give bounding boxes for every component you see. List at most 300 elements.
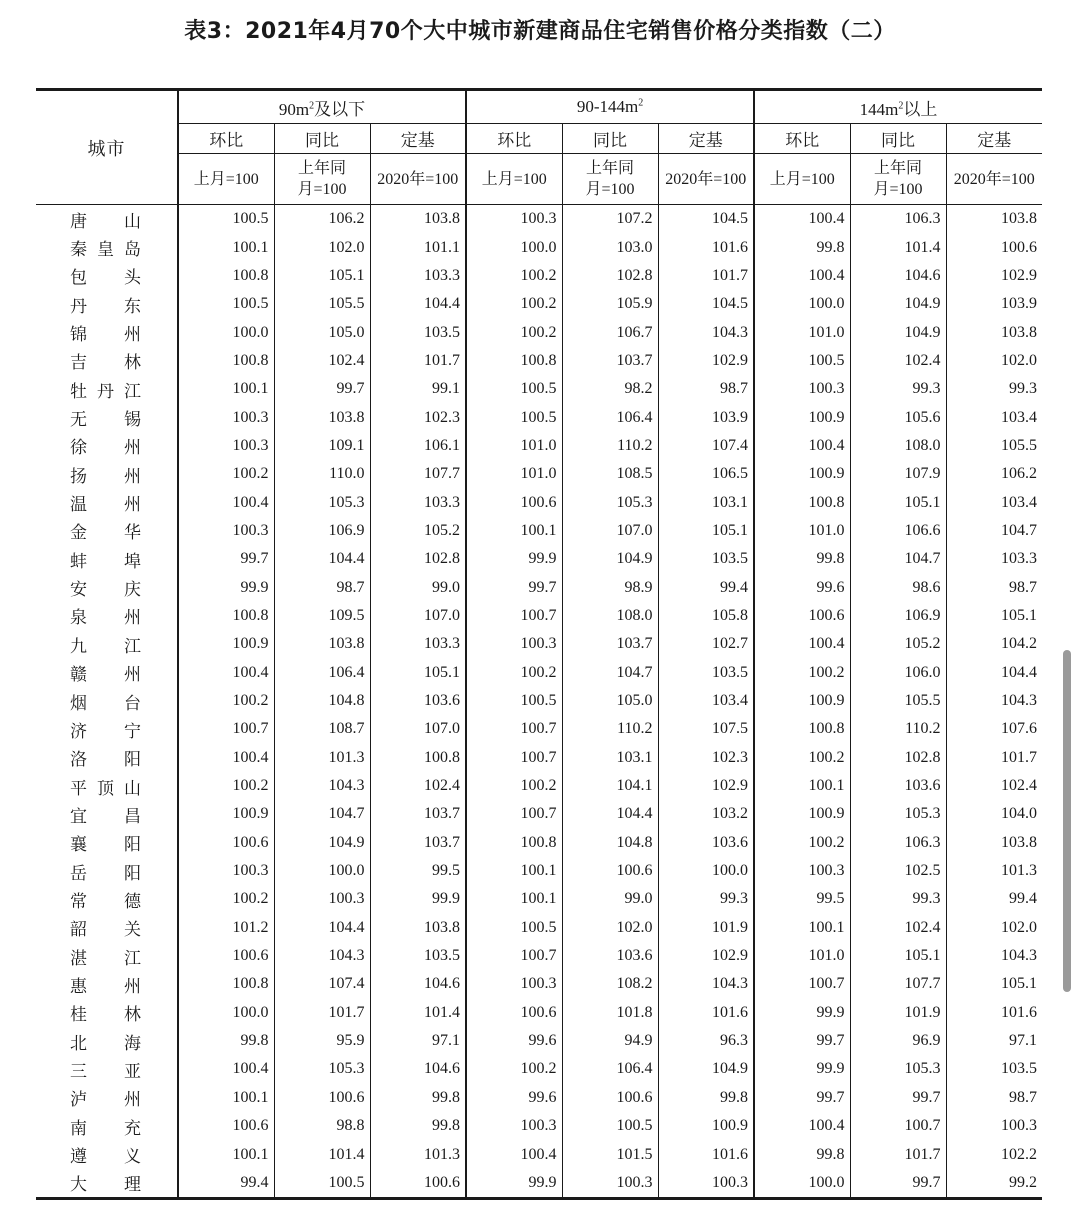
index-value: 100.8 (178, 262, 274, 290)
index-value: 100.2 (754, 659, 850, 687)
index-value: 103.9 (946, 290, 1042, 318)
index-value: 109.5 (274, 602, 370, 630)
index-value: 101.7 (946, 744, 1042, 772)
index-value: 101.9 (658, 914, 754, 942)
index-value: 101.0 (754, 318, 850, 346)
index-value: 100.7 (466, 942, 562, 970)
group-header-over-144: $144m^2$以上 (754, 90, 1042, 124)
index-value: 106.5 (658, 460, 754, 488)
index-value: 103.5 (946, 1055, 1042, 1083)
index-value: 103.8 (274, 403, 370, 431)
index-value: 100.0 (274, 857, 370, 885)
index-value: 99.9 (466, 545, 562, 573)
index-value: 101.0 (754, 517, 850, 545)
index-value: 100.3 (754, 857, 850, 885)
index-value: 101.5 (562, 1140, 658, 1168)
table-row (36, 1055, 1042, 1083)
index-value: 100.6 (562, 1084, 658, 1112)
index-value: 100.4 (754, 432, 850, 460)
index-value: 100.6 (466, 488, 562, 516)
index-value: 99.4 (658, 573, 754, 601)
index-value: 104.4 (370, 290, 466, 318)
index-value: 108.5 (562, 460, 658, 488)
index-value: 100.5 (466, 687, 562, 715)
index-value: 102.4 (370, 772, 466, 800)
index-value: 99.7 (850, 1169, 946, 1199)
index-value: 97.1 (370, 1027, 466, 1055)
index-value: 96.9 (850, 1027, 946, 1055)
index-value: 105.0 (274, 318, 370, 346)
index-value: 100.6 (946, 233, 1042, 261)
index-value: 99.6 (466, 1027, 562, 1055)
index-value: 99.9 (370, 885, 466, 913)
index-value: 104.4 (562, 800, 658, 828)
index-value: 101.6 (658, 233, 754, 261)
index-value: 106.3 (850, 205, 946, 234)
table-row (36, 460, 1042, 488)
index-value: 100.0 (466, 233, 562, 261)
index-value: 100.7 (466, 602, 562, 630)
index-value: 104.3 (658, 970, 754, 998)
index-value: 102.4 (850, 347, 946, 375)
metric-header: 环比 (178, 124, 274, 154)
index-value: 104.6 (370, 970, 466, 998)
index-value: 104.9 (850, 318, 946, 346)
index-value: 102.7 (658, 630, 754, 658)
index-value: 101.3 (946, 857, 1042, 885)
index-value: 99.3 (850, 885, 946, 913)
index-value: 105.6 (850, 403, 946, 431)
index-value: 99.5 (754, 885, 850, 913)
index-value: 100.8 (466, 347, 562, 375)
base-header: 上月=100 (754, 154, 850, 205)
index-value: 98.6 (850, 573, 946, 601)
index-value: 105.1 (850, 942, 946, 970)
index-value: 100.2 (466, 659, 562, 687)
city-column-header: 城市 (36, 90, 178, 205)
table-row (36, 942, 1042, 970)
index-value: 99.0 (370, 573, 466, 601)
index-value: 98.2 (562, 375, 658, 403)
index-value: 104.3 (274, 772, 370, 800)
index-value: 103.3 (370, 488, 466, 516)
table-row (36, 970, 1042, 998)
index-value: 104.7 (562, 659, 658, 687)
index-value: 102.0 (274, 233, 370, 261)
index-value: 100.3 (178, 857, 274, 885)
index-value: 99.9 (178, 573, 274, 601)
index-value: 100.7 (754, 970, 850, 998)
metric-header: 同比 (562, 124, 658, 154)
table-row (36, 687, 1042, 715)
index-value: 107.5 (658, 715, 754, 743)
index-value: 99.8 (754, 545, 850, 573)
index-value: 103.3 (370, 630, 466, 658)
index-value: 103.5 (370, 942, 466, 970)
index-value: 101.9 (850, 999, 946, 1027)
table-row (36, 432, 1042, 460)
index-value: 100.6 (370, 1169, 466, 1199)
index-value: 108.0 (562, 602, 658, 630)
city-name: 安庆 (70, 580, 141, 601)
index-value: 100.9 (754, 403, 850, 431)
index-value: 106.3 (850, 829, 946, 857)
index-value: 100.3 (178, 432, 274, 460)
index-value: 100.3 (754, 375, 850, 403)
index-value: 99.9 (754, 999, 850, 1027)
table-row (36, 1112, 1042, 1140)
index-value: 100.5 (178, 205, 274, 234)
index-value: 100.3 (466, 970, 562, 998)
index-value: 100.6 (754, 602, 850, 630)
index-value: 107.7 (850, 970, 946, 998)
base-header: 2020年=100 (658, 154, 754, 205)
table-row (36, 488, 1042, 516)
index-value: 106.2 (946, 460, 1042, 488)
index-value: 99.0 (562, 885, 658, 913)
table-row (36, 744, 1042, 772)
index-value: 104.3 (274, 942, 370, 970)
index-value: 101.0 (466, 460, 562, 488)
index-value: 100.5 (178, 290, 274, 318)
table-row (36, 999, 1042, 1027)
index-value: 104.6 (370, 1055, 466, 1083)
table-row (36, 318, 1042, 346)
city-name: 吉林 (70, 353, 141, 374)
index-value: 100.4 (754, 1112, 850, 1140)
index-value: 100.6 (178, 829, 274, 857)
index-value: 96.3 (658, 1027, 754, 1055)
base-header: 上年同 月=100 (274, 154, 370, 205)
index-value: 100.7 (466, 744, 562, 772)
index-value: 100.1 (178, 1084, 274, 1112)
index-value: 105.0 (562, 687, 658, 715)
city-name: 韶关 (70, 920, 141, 941)
index-value: 100.3 (466, 205, 562, 234)
index-value: 100.5 (562, 1112, 658, 1140)
city-name: 平顶山 (70, 778, 141, 799)
index-value: 100.2 (466, 772, 562, 800)
table-row (36, 857, 1042, 885)
index-value: 100.2 (466, 262, 562, 290)
index-value: 102.4 (274, 347, 370, 375)
index-value: 101.0 (466, 432, 562, 460)
index-value: 103.3 (946, 545, 1042, 573)
index-value: 103.8 (274, 630, 370, 658)
index-value: 99.9 (754, 1055, 850, 1083)
city-name: 包头 (70, 268, 141, 289)
index-value: 103.0 (562, 233, 658, 261)
index-value: 104.9 (274, 829, 370, 857)
index-value: 100.2 (754, 744, 850, 772)
index-value: 100.4 (466, 1140, 562, 1168)
index-value: 100.9 (178, 630, 274, 658)
index-value: 102.8 (370, 545, 466, 573)
index-value: 107.0 (562, 517, 658, 545)
index-value: 100.0 (754, 1169, 850, 1199)
index-value: 101.3 (370, 1140, 466, 1168)
index-value: 109.1 (274, 432, 370, 460)
index-value: 105.3 (562, 488, 658, 516)
index-value: 105.5 (946, 432, 1042, 460)
index-value: 100.1 (754, 772, 850, 800)
index-value: 100.0 (178, 318, 274, 346)
city-name: 金华 (70, 523, 141, 544)
index-value: 99.1 (370, 375, 466, 403)
table-row (36, 290, 1042, 318)
index-value: 100.3 (178, 403, 274, 431)
index-value: 104.7 (850, 545, 946, 573)
table-row (36, 517, 1042, 545)
index-value: 108.7 (274, 715, 370, 743)
index-value: 99.7 (178, 545, 274, 573)
index-value: 105.3 (274, 488, 370, 516)
index-value: 106.9 (274, 517, 370, 545)
index-value: 105.3 (274, 1055, 370, 1083)
city-name: 济宁 (70, 721, 141, 742)
index-value: 105.2 (850, 630, 946, 658)
index-value: 100.3 (946, 1112, 1042, 1140)
index-value: 104.3 (946, 942, 1042, 970)
index-value: 100.4 (178, 1055, 274, 1083)
index-value: 102.4 (850, 914, 946, 942)
index-value: 106.1 (370, 432, 466, 460)
index-value: 100.9 (658, 1112, 754, 1140)
index-value: 100.2 (178, 885, 274, 913)
index-value: 101.6 (658, 1140, 754, 1168)
index-value: 105.1 (370, 659, 466, 687)
city-name: 桂林 (70, 1005, 141, 1026)
index-value: 100.9 (754, 460, 850, 488)
table-row (36, 602, 1042, 630)
index-value: 99.5 (370, 857, 466, 885)
table-row (36, 375, 1042, 403)
index-value: 102.8 (850, 744, 946, 772)
table-row (36, 800, 1042, 828)
city-name: 宜昌 (70, 806, 141, 827)
index-value: 100.8 (178, 602, 274, 630)
table-row (36, 1027, 1042, 1055)
index-value: 100.8 (754, 488, 850, 516)
index-value: 99.7 (850, 1084, 946, 1112)
metric-header: 同比 (274, 124, 370, 154)
index-value: 103.4 (946, 403, 1042, 431)
index-value: 104.2 (946, 630, 1042, 658)
table-row (36, 829, 1042, 857)
index-value: 100.6 (274, 1084, 370, 1112)
index-value: 99.4 (178, 1169, 274, 1199)
index-value: 100.4 (754, 205, 850, 234)
city-name: 徐州 (70, 438, 141, 459)
city-name: 秦皇岛 (70, 240, 141, 261)
index-value: 103.7 (370, 829, 466, 857)
table-row (36, 659, 1042, 687)
index-value: 100.4 (178, 744, 274, 772)
index-value: 99.6 (754, 573, 850, 601)
index-value: 104.9 (658, 1055, 754, 1083)
table-row (36, 1084, 1042, 1112)
index-value: 108.2 (562, 970, 658, 998)
table-row (36, 772, 1042, 800)
index-value: 100.4 (754, 262, 850, 290)
index-value: 100.2 (754, 829, 850, 857)
index-value: 104.9 (850, 290, 946, 318)
table-row (36, 630, 1042, 658)
index-value: 99.6 (466, 1084, 562, 1112)
table-row (36, 205, 1042, 234)
index-value: 105.1 (946, 970, 1042, 998)
index-value: 103.7 (370, 800, 466, 828)
index-value: 100.7 (178, 715, 274, 743)
index-value: 99.3 (850, 375, 946, 403)
index-value: 101.1 (370, 233, 466, 261)
base-header: 上月=100 (178, 154, 274, 205)
index-value: 105.5 (850, 687, 946, 715)
city-name: 赣州 (70, 665, 141, 686)
index-value: 107.2 (562, 205, 658, 234)
index-value: 101.7 (658, 262, 754, 290)
index-value: 100.1 (178, 1140, 274, 1168)
index-value: 99.7 (754, 1084, 850, 1112)
index-value: 102.9 (658, 942, 754, 970)
index-value: 107.4 (658, 432, 754, 460)
index-value: 100.7 (850, 1112, 946, 1140)
city-name: 九江 (70, 636, 141, 657)
city-name: 唐山 (70, 211, 141, 232)
index-value: 100.5 (466, 375, 562, 403)
index-value: 103.8 (370, 205, 466, 234)
city-name: 襄阳 (70, 835, 141, 856)
index-value: 101.7 (274, 999, 370, 1027)
index-value: 103.3 (370, 262, 466, 290)
index-value: 106.4 (274, 659, 370, 687)
group-header-under-90: $90m^2$及以下 (178, 90, 466, 124)
city-name: 洛阳 (70, 750, 141, 771)
index-value: 103.6 (562, 942, 658, 970)
index-value: 100.6 (562, 857, 658, 885)
index-value: 107.6 (946, 715, 1042, 743)
index-value: 100.7 (466, 715, 562, 743)
city-name: 遵义 (70, 1147, 141, 1168)
index-value: 104.3 (946, 687, 1042, 715)
index-value: 100.7 (466, 800, 562, 828)
index-value: 100.2 (178, 772, 274, 800)
index-value: 103.7 (562, 347, 658, 375)
index-value: 100.2 (466, 1055, 562, 1083)
index-value: 102.0 (946, 347, 1042, 375)
index-value: 100.6 (178, 942, 274, 970)
metric-header: 定基 (658, 124, 754, 154)
index-value: 95.9 (274, 1027, 370, 1055)
index-value: 106.0 (850, 659, 946, 687)
city-name: 惠州 (70, 976, 141, 997)
metric-header: 定基 (946, 124, 1042, 154)
index-value: 99.3 (946, 375, 1042, 403)
index-value: 98.7 (658, 375, 754, 403)
index-value: 104.5 (658, 290, 754, 318)
index-value: 103.6 (370, 687, 466, 715)
table-row (36, 1140, 1042, 1168)
index-value: 102.3 (658, 744, 754, 772)
index-value: 101.4 (370, 999, 466, 1027)
index-value: 99.8 (370, 1112, 466, 1140)
city-name: 锦州 (70, 325, 141, 346)
index-value: 106.4 (562, 403, 658, 431)
index-value: 105.3 (850, 800, 946, 828)
index-value: 110.2 (562, 432, 658, 460)
vertical-scrollbar[interactable] (1063, 650, 1071, 992)
index-value: 98.7 (946, 573, 1042, 601)
index-value: 101.7 (370, 347, 466, 375)
index-value: 101.0 (754, 942, 850, 970)
index-value: 100.3 (466, 1112, 562, 1140)
base-header: 上月=100 (466, 154, 562, 205)
index-value: 106.6 (850, 517, 946, 545)
index-value: 100.5 (274, 1169, 370, 1199)
index-value: 101.8 (562, 999, 658, 1027)
index-value: 106.4 (562, 1055, 658, 1083)
index-value: 107.7 (370, 460, 466, 488)
table-row (36, 573, 1042, 601)
index-value: 102.0 (946, 914, 1042, 942)
city-name: 南充 (70, 1118, 141, 1139)
index-value: 105.1 (274, 262, 370, 290)
index-value: 103.9 (658, 403, 754, 431)
index-value: 99.2 (946, 1169, 1042, 1199)
index-value: 105.1 (850, 488, 946, 516)
index-value: 103.1 (562, 744, 658, 772)
index-value: 99.8 (370, 1084, 466, 1112)
index-value: 98.8 (274, 1112, 370, 1140)
index-value: 102.9 (658, 772, 754, 800)
city-name: 三亚 (70, 1061, 141, 1082)
index-value: 105.1 (658, 517, 754, 545)
table-row (36, 545, 1042, 573)
index-value: 99.8 (754, 233, 850, 261)
index-value: 102.3 (370, 403, 466, 431)
index-value: 100.5 (754, 347, 850, 375)
index-value: 104.4 (946, 659, 1042, 687)
index-value: 101.6 (946, 999, 1042, 1027)
index-value: 100.6 (178, 1112, 274, 1140)
price-index-table (36, 88, 1042, 1200)
index-value: 101.4 (850, 233, 946, 261)
index-value: 104.8 (562, 829, 658, 857)
index-value: 101.6 (658, 999, 754, 1027)
city-name: 大理 (36, 1169, 178, 1199)
index-value: 99.8 (658, 1084, 754, 1112)
index-value: 102.2 (946, 1140, 1042, 1168)
table-row (36, 403, 1042, 431)
index-value: 99.7 (274, 375, 370, 403)
table-row (36, 1169, 1042, 1199)
index-value: 94.9 (562, 1027, 658, 1055)
city-name: 泉州 (70, 608, 141, 629)
index-value: 105.8 (658, 602, 754, 630)
index-value: 101.4 (274, 1140, 370, 1168)
base-header: 上年同 月=100 (850, 154, 946, 205)
index-value: 107.4 (274, 970, 370, 998)
index-value: 100.8 (178, 347, 274, 375)
index-value: 104.9 (562, 545, 658, 573)
index-value: 100.5 (466, 914, 562, 942)
index-value: 99.7 (754, 1027, 850, 1055)
index-value: 100.1 (466, 857, 562, 885)
index-value: 103.7 (562, 630, 658, 658)
index-value: 103.8 (370, 914, 466, 942)
base-header: 2020年=100 (946, 154, 1042, 205)
index-value: 107.0 (370, 715, 466, 743)
